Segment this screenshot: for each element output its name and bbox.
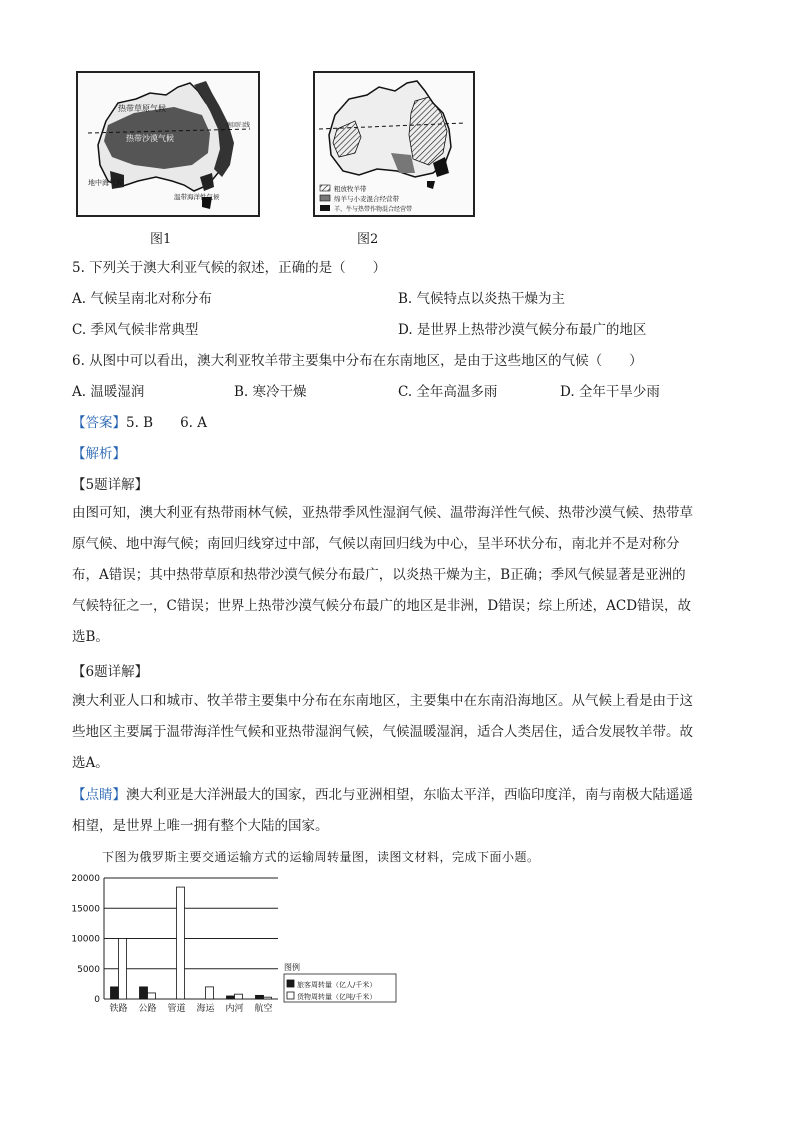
q5-option-b[interactable]: B. 气候特点以炎热干燥为主	[398, 291, 566, 307]
y-tick-label: 15000	[71, 904, 100, 915]
bar-freight	[206, 987, 214, 999]
detail5-paragraph	[72, 498, 722, 653]
legend-swatch-mixed-tropical	[320, 205, 330, 211]
label-tropical-savanna: 热带草原气候	[118, 104, 166, 113]
dianjing-paragraph	[72, 780, 722, 842]
x-tick-label: 铁路	[109, 1004, 128, 1014]
australia-climate-map	[78, 73, 258, 215]
detail5-line: 气候特征之一，C错误；世界上热带沙漠气候分布最广的地区是非洲，D错误；综上所述，ACD错误，故	[72, 598, 692, 614]
detail5-title: 【5题详解】	[72, 477, 149, 493]
figure-1-climate-map	[76, 71, 260, 217]
bar-passenger	[256, 995, 264, 999]
detail5-line: 布，A错误；其中热带草原和热带沙漠气候分布最广，以炎热干燥为主，B正确；季风气候显著是亚洲的	[72, 567, 686, 583]
bar-freight	[177, 887, 185, 999]
label-mediterranean: 地中海气候	[88, 179, 123, 187]
bar-passenger	[140, 987, 148, 999]
bar-freight	[264, 997, 272, 999]
y-tick-label: 5000	[77, 964, 100, 975]
legend-swatch	[287, 980, 294, 987]
legend-label-mixed-tropical: 羊、牛与热带作物混合经营带	[334, 206, 413, 213]
legend-swatch-sheep-wheat	[320, 195, 330, 201]
bar-freight	[119, 939, 127, 1000]
figure-2-pastoral-map	[313, 71, 475, 217]
dianjing-tag: 【点睛】	[72, 787, 126, 803]
q5-option-c[interactable]: C. 季风气候非常典型	[72, 322, 199, 338]
q5-option-a[interactable]: A. 气候呈南北对称分布	[72, 291, 212, 307]
x-tick-label: 海运	[196, 1004, 215, 1014]
detail6-line: 选A。	[72, 755, 109, 771]
y-tick-label: 0	[94, 995, 100, 1005]
answer-row	[72, 411, 207, 431]
q6-option-a[interactable]: A. 温暖湿润	[72, 384, 145, 400]
x-tick-label: 管道	[167, 1004, 186, 1014]
y-tick-label: 20000	[71, 874, 100, 884]
figure-1-caption: 图1	[150, 232, 172, 247]
detail5-line: 由图可知，澳大利亚有热带雨林气候，亚热带季风性湿润气候、温带海洋性气候、热带沙漠气候、热带草	[72, 505, 693, 521]
legend-swatch	[287, 992, 294, 999]
dianjing-line: 澳大利亚是大洋洲最大的国家，西北与亚洲相望，东临太平洋，西临印度洋，南与南极大陆遥遥	[126, 787, 693, 803]
q6-option-d[interactable]: D. 全年干旱少雨	[560, 384, 660, 400]
legend-title: 图例	[284, 963, 300, 972]
detail6-line: 些地区主要属于温带海洋性气候和亚热带湿润气候，气候温暖湿润，适合人类居住，适合发展牧羊带。故	[72, 724, 693, 740]
legend-label: 旅客周转量（亿人/千米）	[297, 981, 377, 989]
answer-tag: 【答案】	[72, 415, 126, 431]
legend-swatch-extensive-sheep	[320, 185, 330, 191]
detail6-line: 澳大利亚人口和城市、牧羊带主要集中分布在东南地区，主要集中在东南沿海地区。从气候上看是由于这	[72, 693, 693, 709]
q6-option-c[interactable]: C. 全年高温多雨	[398, 384, 498, 400]
q6-option-b[interactable]: B. 寒冷干燥	[234, 384, 307, 400]
legend-label: 货物周转量（亿吨/千米）	[297, 993, 377, 1001]
label-temperate-maritime: 温带海洋性气候	[174, 193, 220, 201]
detail5-line: 选B。	[72, 629, 109, 645]
detail5-line: 原气候、地中海气候；南回归线穿过中部，气候以南回归线为中心，呈半环状分布，南北并不是对称分	[72, 536, 680, 552]
x-tick-label: 内河	[225, 1004, 244, 1014]
analysis-tag: 【解析】	[72, 446, 126, 462]
q5-stem: 5. 下列关于澳大利亚气候的叙述，正确的是（ ）	[72, 260, 387, 276]
label-tropical-desert: 热带沙漠气候	[126, 134, 174, 143]
legend-label-extensive-sheep: 粗放牧羊带	[334, 185, 367, 193]
bar-freight	[235, 994, 243, 999]
bar-freight	[148, 993, 156, 999]
detail6-paragraph	[72, 686, 722, 779]
figure-2-caption: 图2	[357, 232, 379, 247]
bar-passenger	[111, 987, 119, 999]
australia-pastoral-map	[315, 73, 473, 215]
q5-option-d[interactable]: D. 是世界上热带沙漠气候分布最广的地区	[398, 322, 647, 338]
y-tick-label: 10000	[71, 934, 100, 945]
dianjing-line: 相望，是世界上唯一拥有整个大陆的国家。	[72, 818, 329, 834]
answer-text: 5. B 6. A	[126, 415, 208, 431]
x-tick-label: 航空	[254, 1004, 273, 1014]
label-tropic-of-capricorn: 南回归线	[226, 122, 251, 129]
legend-label-sheep-wheat: 绵羊与小麦混合经营带	[334, 195, 399, 203]
detail6-title: 【6题详解】	[72, 664, 149, 680]
bar-passenger	[227, 996, 235, 999]
x-tick-label: 公路	[138, 1004, 157, 1014]
q6-stem: 6. 从图中可以看出，澳大利亚牧羊带主要集中分布在东南地区，是由于这些地区的气候（ ）	[72, 353, 643, 369]
chart-intro: 下图为俄罗斯主要交通运输方式的运输周转量图，读图文材料，完成下面小题。	[102, 850, 540, 864]
russia-transport-chart	[68, 866, 398, 1016]
